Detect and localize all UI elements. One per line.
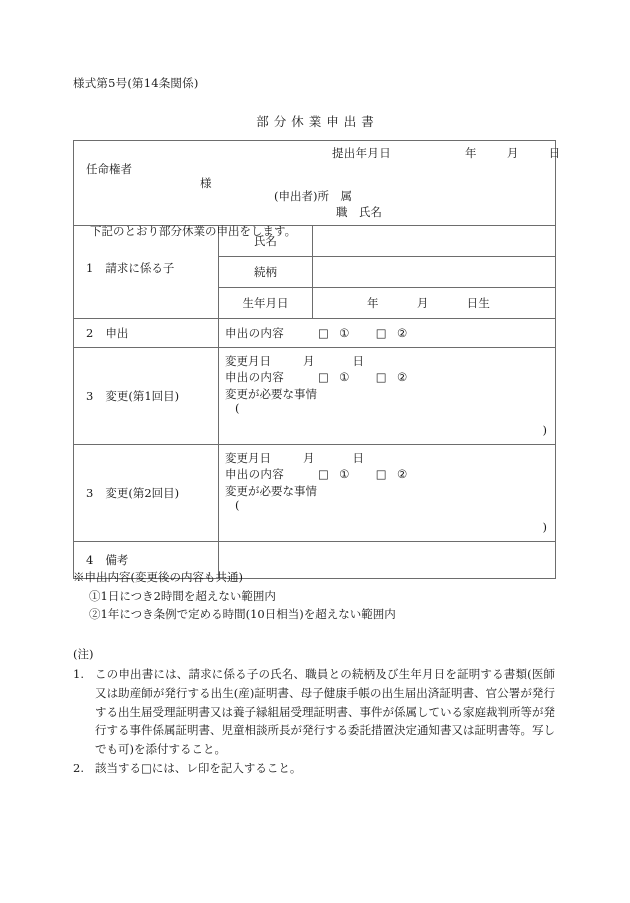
change-1-date-line	[225, 353, 549, 369]
table-row-change-2	[74, 445, 556, 542]
change-1-date-label: 変更月日	[225, 354, 271, 368]
footnote-1-marker: 1.	[73, 666, 84, 681]
application-section-number: 2	[86, 326, 94, 340]
remarks-label	[86, 552, 128, 568]
child-name-label: 氏名	[254, 234, 277, 248]
remarks-title: 備考	[105, 553, 129, 567]
application-label-cell	[74, 319, 219, 348]
application-content-cell	[219, 319, 556, 348]
change-2-label-cell	[74, 445, 219, 542]
change-1-number: 3	[86, 389, 94, 403]
change-2-month-unit: 月	[303, 451, 315, 465]
application-section-title: 申出	[105, 326, 129, 340]
change-1-body	[219, 348, 555, 444]
change-1-paren-close: )	[542, 422, 548, 437]
change-1-day-unit: 日	[352, 354, 364, 368]
change-1-content-line	[225, 369, 549, 385]
table-row-change-1	[74, 348, 556, 445]
child-section-title: 請求に係る子	[105, 261, 175, 275]
change-1-option-1: ①	[339, 370, 350, 385]
header-block-inner	[74, 141, 561, 238]
child-relationship-label-cell	[219, 257, 313, 288]
footnote-1-text: この申出書には、請求に係る子の氏名、職員との続柄及び生年月日を証明する書類(医師又は助産師が発行する出生(産)証明書、母子健康手帳の出生届出済証明書、官公署が発行する出生届受理証明書又は養子縁組届受理証明書、事件が係属している家庭裁判所等が発行する事件係属証明書、児童相談所長が発行する委託措置決定通知書又は証明書等。写しでも可)を添付すること。	[95, 666, 555, 757]
content-notes-item-2: ②1年につき条例で定める時間(10日相当)を超えない範囲内	[89, 607, 396, 622]
form-number: 様式第5号(第14条関係)	[73, 76, 199, 90]
child-dob-month-unit: 月	[416, 296, 429, 310]
application-form-table	[73, 140, 561, 579]
change-2-number: 3	[86, 486, 94, 500]
child-section-number: 1	[86, 261, 94, 275]
change-1-month-unit: 月	[303, 354, 315, 368]
change-1-checkbox-2[interactable]: □	[375, 370, 387, 385]
content-notes-heading: ※申出内容(変更後の内容も共通)	[73, 570, 243, 584]
change-2-day-unit: 日	[352, 451, 364, 465]
child-dob-day-unit: 日生	[466, 296, 491, 310]
change-2-content-cell	[219, 445, 556, 542]
remarks-number: 4	[86, 553, 94, 567]
footnote-2-marker: 2.	[73, 761, 84, 776]
applicant-name-label: 職 氏名	[336, 204, 382, 219]
change-1-content-label: 申出の内容	[225, 370, 284, 385]
applicant-affiliation-label: (申出者)所 属	[274, 189, 352, 203]
change-2-reason-label: 変更が必要な事情	[225, 483, 317, 498]
honorific-label: 様	[200, 176, 212, 190]
child-section-label-cell	[74, 226, 219, 319]
change-1-title: 変更(第1回目)	[105, 389, 180, 403]
submit-date-month-unit: 月	[506, 146, 519, 160]
change-1-label	[86, 388, 179, 404]
change-2-label	[86, 485, 179, 501]
change-2-label-wrapper	[74, 445, 218, 541]
change-1-content-cell	[219, 348, 556, 445]
submit-date-day-unit: 日	[548, 146, 561, 160]
footnote-item	[73, 665, 555, 759]
submit-date-line	[332, 145, 560, 161]
application-checkbox-1[interactable]: □	[318, 326, 330, 340]
table-row-application	[74, 319, 556, 348]
page-title: 部分休業申出書	[256, 114, 379, 129]
application-section-label	[74, 319, 218, 347]
change-2-option-1: ①	[339, 467, 350, 482]
change-2-checkbox-1[interactable]: □	[318, 467, 330, 482]
child-relationship-label: 続柄	[254, 265, 277, 279]
content-notes	[73, 568, 573, 624]
change-1-option-2: ②	[396, 370, 408, 385]
submit-date-year-unit: 年	[465, 146, 477, 160]
footnotes-heading: (注)	[73, 647, 94, 661]
application-content-label: 申出の内容	[225, 326, 284, 340]
child-name-value	[313, 226, 555, 240]
footnote-2-text: 該当する□には、レ印を記入すること。	[95, 761, 302, 776]
change-1-paren-open: (	[235, 401, 240, 415]
change-2-paren-close: )	[542, 519, 548, 534]
change-2-body	[219, 445, 555, 541]
change-2-checkbox-2[interactable]: □	[375, 467, 387, 482]
header-block-cell	[74, 141, 561, 238]
change-2-date-label: 変更月日	[225, 451, 271, 465]
application-option-1: ①	[339, 326, 350, 340]
change-1-checkbox-1[interactable]: □	[318, 370, 330, 385]
content-notes-item-1: ①1日につき2時間を超えない範囲内	[89, 588, 276, 603]
change-2-content-label: 申出の内容	[225, 467, 284, 482]
change-2-content-line	[225, 466, 549, 482]
table-row-header-block	[74, 141, 556, 226]
footnote-item	[73, 759, 555, 778]
change-2-paren-open: (	[235, 498, 240, 512]
child-dob-label: 生年月日	[242, 296, 289, 310]
declaration-text: 下記のとおり部分休業の申出をします。	[90, 224, 297, 238]
child-dob-year-unit: 年	[367, 296, 379, 310]
change-2-title: 変更(第2回目)	[105, 486, 180, 500]
child-dob-value-cell[interactable]	[313, 288, 556, 319]
change-1-reason-label: 変更が必要な事情	[225, 386, 317, 401]
child-relationship-value	[313, 257, 555, 271]
change-1-label-cell	[74, 348, 219, 445]
applicant-block	[274, 189, 382, 220]
application-option-2: ②	[396, 326, 408, 340]
change-2-date-line	[225, 450, 549, 466]
footnotes	[73, 645, 555, 778]
application-checkbox-2[interactable]: □	[375, 326, 387, 340]
change-1-label-wrapper	[74, 348, 218, 444]
appointer-label: 任命権者	[86, 162, 132, 176]
child-relationship-value-cell[interactable]	[313, 257, 556, 288]
submit-date-label: 提出年月日	[332, 146, 391, 160]
child-dob-value	[313, 288, 555, 318]
application-content-line	[219, 319, 555, 347]
child-name-value-cell[interactable]	[313, 226, 556, 257]
child-dob-label-cell	[219, 288, 313, 319]
change-2-option-2: ②	[396, 467, 408, 482]
